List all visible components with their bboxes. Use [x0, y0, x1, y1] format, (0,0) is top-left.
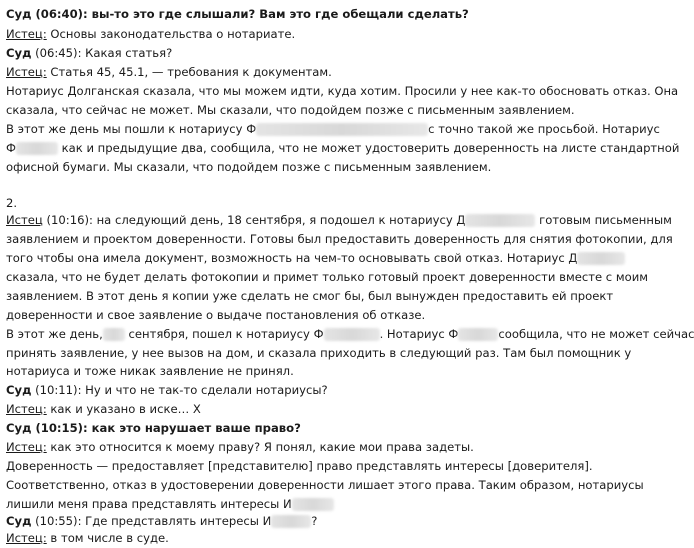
- text: В этот же день,: [6, 327, 103, 341]
- paragraph-line: [6, 286, 633, 306]
- redaction: [577, 252, 625, 265]
- text: принять заявление, у нее вызов на дом, и сказала приходить в следующий раз. Там был помощник у: [6, 346, 632, 360]
- text: Ф: [6, 141, 16, 155]
- utterance: Какая статья?: [81, 46, 173, 60]
- speaker: Истец:: [6, 27, 47, 41]
- text: доверенности и свое заявление о выдаче постановления об отказе.: [6, 308, 426, 322]
- line-plaintiff: [6, 399, 633, 419]
- paragraph-line: [6, 361, 633, 381]
- speaker: Суд: [6, 46, 32, 60]
- utterance: как это относится к моему праву? Я понял, какие мои права задеты.: [46, 440, 474, 454]
- line-plaintiff-1016: [6, 210, 672, 230]
- line-court-1015: [6, 418, 633, 438]
- text: сентября, пошел к нотариусу Ф: [124, 327, 324, 341]
- text: сказала, что не будет делать фотокопии и примет только готовый проект доверенности вместе с моим: [6, 270, 648, 284]
- speaker: Суд: [6, 514, 32, 528]
- text: на следующий день, 18 сентября, я подошел к нотариусу Д: [92, 213, 466, 227]
- paragraph-line: [6, 267, 648, 287]
- utterance: как это нарушает ваше право?: [87, 421, 301, 435]
- text: нотариуса и тоже никак заявление не принял.: [6, 364, 294, 378]
- timestamp: (10:55):: [35, 514, 82, 528]
- text: В этот же день мы пошли к нотариусу Ф: [6, 122, 257, 136]
- redaction: [292, 498, 334, 511]
- utterance: Основы законодательства о нотариате.: [46, 27, 296, 41]
- paragraph-line: [6, 343, 633, 363]
- redaction: [458, 328, 498, 341]
- utterance: в том числе в суде.: [46, 531, 169, 545]
- paragraph-line: [6, 305, 633, 325]
- line-court-0640: [6, 4, 633, 24]
- speaker: Истец: [6, 213, 43, 227]
- paragraph-line: [6, 248, 633, 268]
- speaker: Суд: [6, 383, 32, 397]
- speaker: Суд: [6, 421, 32, 435]
- paragraph-line: [6, 100, 633, 120]
- timestamp: (06:40):: [35, 7, 88, 21]
- timestamp: (10:16):: [46, 213, 93, 227]
- text: офисной бумаги. Мы сказали, что подойдем позже с письменным заявлением.: [6, 160, 492, 174]
- text: Нотариус Долганская сказала, что мы можем идти, куда хотим. Просили у нее как-то обосновать отказ. Она: [6, 84, 679, 98]
- line-plaintiff: [6, 24, 633, 44]
- utterance: Ну и что не так-то сделали нотариусы?: [81, 383, 328, 397]
- speaker: Истец:: [6, 531, 47, 545]
- speaker: Суд: [6, 7, 32, 21]
- speaker: Истец:: [6, 402, 47, 416]
- text: сказала, что сейчас не может. Мы сказали, что подойдем позже с письменным заявлением.: [6, 103, 575, 117]
- redaction: [271, 515, 311, 528]
- utterance: как и указано в иске… Х: [46, 402, 201, 416]
- utterance: Статья 45, 45.1, — требования к документам.: [46, 65, 332, 79]
- redaction: [16, 142, 58, 155]
- speaker: Истец:: [6, 65, 47, 79]
- text: Соответственно, отказ в удостоверении доверенности лишает этого права. Таким образом, нотариусы: [6, 478, 644, 492]
- text: Доверенность — предоставляет [представителю] право представлять интересы [доверителя].: [6, 459, 593, 473]
- utterance: Где представлять интересы И: [81, 514, 272, 528]
- paragraph-line: [6, 157, 633, 177]
- paragraph-line: [6, 81, 679, 101]
- redaction: [103, 328, 125, 341]
- utterance: вы-то это где слышали? Вам это где обещали сделать?: [87, 7, 469, 21]
- text: лишили меня права представлять интересы И: [6, 497, 292, 511]
- text: сообщила, что не может сейчас: [498, 327, 694, 341]
- text: того чтобы она имела документ, возможность на чем-то основывать свой отказ. Нотариус Д: [6, 251, 578, 265]
- line-plaintiff: [6, 62, 633, 82]
- text: готовым письменным: [535, 213, 672, 227]
- paragraph-line: [6, 324, 694, 344]
- timestamp: (10:15):: [35, 421, 88, 435]
- timestamp: (10:11):: [35, 383, 82, 397]
- paragraph-line: [6, 138, 680, 158]
- paragraph-line: [6, 475, 644, 495]
- text: с точно такой же просьбой. Нотариус: [428, 122, 660, 136]
- paragraph-line: [6, 119, 660, 139]
- redaction: [324, 328, 380, 341]
- redaction: [465, 214, 535, 227]
- paragraph-line: [6, 229, 673, 249]
- text: ?: [311, 514, 318, 528]
- timestamp: (06:45):: [35, 46, 82, 60]
- speaker: Истец:: [6, 440, 47, 454]
- line-court-1011: [6, 380, 633, 400]
- text: 2.: [6, 196, 18, 210]
- text: заявлением и проектом доверенности. Готовы был предоставить доверенность для снятия фотокопии, для: [6, 232, 673, 246]
- text: . Нотариус Ф: [379, 327, 459, 341]
- line-plaintiff: [6, 528, 633, 548]
- paragraph-line: [6, 456, 633, 476]
- text: заявлением. В этот день я копии уже сделать не смог бы, был вынужден предоставить ей проект: [6, 289, 614, 303]
- line-court-0645: [6, 43, 633, 63]
- text: как и предыдущие два, сообщила, что не может удостоверить доверенность на листе стандартной: [57, 141, 680, 155]
- line-plaintiff: [6, 437, 633, 457]
- redaction: [256, 123, 428, 136]
